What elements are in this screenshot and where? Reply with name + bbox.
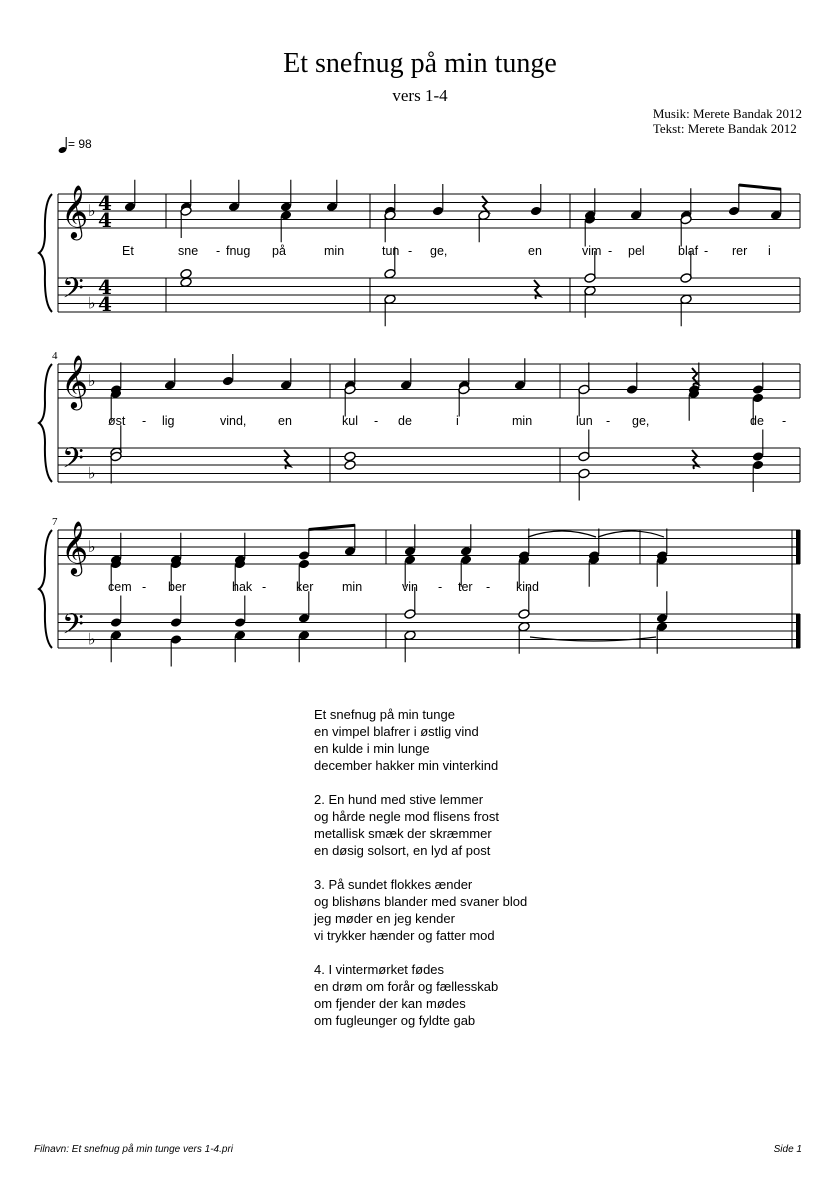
brace (39, 194, 52, 312)
time-signature-bottom: 4 (98, 208, 112, 232)
lyric-syllable: de (750, 414, 764, 428)
poem (314, 706, 527, 1046)
lyric-syllable: pel (628, 244, 645, 258)
poem-line: en vimpel blafrer i østlig vind (314, 724, 479, 739)
lyric-syllable: min (324, 244, 345, 258)
measure-number-7: 7 (52, 516, 58, 528)
poem-line: vi trykker hænder og fatter mod (314, 928, 495, 943)
poem-line: 3. På sundet flokkes ænder (314, 877, 473, 892)
lyric-syllable: - (486, 580, 491, 594)
notehead (344, 460, 356, 471)
lyric-syllable: min (342, 580, 363, 594)
poem-line: og blishøns blander med svaner blod (314, 894, 528, 909)
tempo-value: = 98 (68, 137, 92, 152)
lyric-syllable: vin (402, 580, 418, 594)
flat-icon: ♭ (88, 463, 96, 483)
stanza-4 (314, 961, 527, 1029)
page-title: Et snefnug på min tunge (283, 48, 557, 79)
notehead (180, 277, 192, 288)
lyric-syllable: ge, (430, 244, 448, 258)
stanza-2 (314, 791, 527, 859)
final-barline (796, 614, 800, 648)
lyric-syllable: - (262, 580, 267, 594)
lyric-syllable: - (142, 580, 147, 594)
poem-line: metallisk smæk der skræmmer (314, 826, 492, 841)
footer-filename: Filnavn: Et snefnug på min tunge vers 1-4.pri (34, 1144, 233, 1155)
treble-clef-icon: 𝄞 (61, 184, 89, 238)
flat-icon: ♭ (88, 371, 96, 390)
tie (528, 531, 596, 537)
poem-line: december hakker min vinterkind (314, 758, 499, 773)
time-signature-bottom: 4 (98, 292, 112, 316)
flat-icon: ♭ (88, 201, 96, 220)
lyric-syllable: blaf (678, 244, 699, 258)
flat-icon: ♭ (88, 537, 96, 556)
flat-icon: ♭ (88, 629, 96, 649)
lyric-syllable: ber (168, 580, 187, 594)
poem-line: om fjender der kan mødes (314, 996, 466, 1011)
lyric-syllable: - (374, 414, 379, 428)
text-credit: Tekst: Merete Bandak 2012 (652, 121, 797, 136)
lyric-syllable: - (606, 414, 611, 428)
lyric-syllable: en (528, 244, 542, 258)
poem-line: en døsig solsort, en lyd af post (314, 843, 491, 858)
lyric-syllable: lig (162, 414, 175, 428)
stanza-3 (314, 876, 527, 944)
page-subtitle: vers 1-4 (392, 86, 448, 105)
lyric-syllable: på (272, 244, 286, 258)
time-signature-top: 4 (98, 275, 112, 299)
flat-icon: ♭ (88, 293, 96, 313)
lyric-syllable: rer (732, 244, 748, 258)
lyric-syllable: i (456, 414, 459, 428)
bass-clef-icon: 𝄢 (62, 442, 84, 482)
quarter-rest-icon (534, 280, 540, 299)
lyric-syllable: min (512, 414, 533, 428)
lyric-syllable: i (768, 244, 771, 258)
lyric-syllable: - (704, 244, 709, 258)
tie (598, 531, 664, 537)
lyric-syllable: - (408, 244, 413, 258)
notehead (180, 268, 192, 279)
beam (309, 525, 355, 529)
quarter-rest-icon (692, 450, 698, 469)
lyric-syllable: vind, (220, 414, 247, 428)
lyric-syllable: sne (178, 244, 199, 258)
music-credit: Musik: Merete Bandak 2012 (652, 106, 802, 121)
lyric-syllable: ge, (632, 414, 650, 428)
quarter-rest-icon (692, 368, 698, 387)
lyric-syllable: - (782, 414, 787, 428)
bass-clef-icon: 𝄢 (62, 608, 84, 648)
poem-line: en drøm om forår og fællesskab (314, 979, 499, 994)
poem-line: om fugleunger og fyldte gab (314, 1013, 476, 1028)
poem-line: jeg møder en jeg kender (314, 911, 455, 926)
time-signature-top: 4 (98, 191, 112, 215)
lyric-syllable: cem (108, 580, 132, 594)
lyric-syllable: lun (576, 414, 593, 428)
stanza-1 (314, 706, 527, 774)
beam (739, 185, 781, 189)
lyric-syllable: fnug (226, 244, 251, 258)
lyric-syllable: ter (458, 580, 473, 594)
poem-line: og hårde negle mod flisens frost (314, 809, 499, 824)
lyric-syllable: en (278, 414, 292, 428)
treble-clef-icon: 𝄞 (61, 520, 89, 574)
lyric-syllable: - (608, 244, 613, 258)
lyric-syllable: ker (296, 580, 314, 594)
brace (39, 530, 52, 648)
lyric-syllable: - (438, 580, 443, 594)
lyric-syllable: - (142, 414, 147, 428)
footer-page: Side 1 (773, 1144, 802, 1155)
quarter-rest-icon (284, 450, 290, 469)
lyric-syllable: de (398, 414, 412, 428)
lyric-syllable: tun (382, 244, 400, 258)
poem-line: 4. I vintermørket fødes (314, 962, 445, 977)
lyric-syllable: Et (122, 244, 134, 258)
lyric-syllable: øst (108, 414, 126, 428)
lyric-syllable: kul (342, 414, 358, 428)
lyric-syllable: - (216, 244, 221, 258)
poem-line: en kulde i min lunge (314, 741, 430, 756)
poem-line: 2. En hund med stive lemmer (314, 792, 484, 807)
measure-number-4: 4 (52, 350, 58, 362)
notehead (344, 451, 356, 462)
tie (530, 637, 656, 641)
treble-clef-icon: 𝄞 (61, 354, 89, 408)
lyric-syllable: vim (582, 244, 602, 258)
bass-clef-icon: 𝄢 (62, 272, 84, 312)
brace (39, 364, 52, 482)
poem-line: Et snefnug på min tunge (314, 707, 455, 722)
lyric-syllable: hak (232, 580, 253, 594)
final-barline (796, 530, 800, 564)
lyric-syllable: kind (516, 580, 539, 594)
